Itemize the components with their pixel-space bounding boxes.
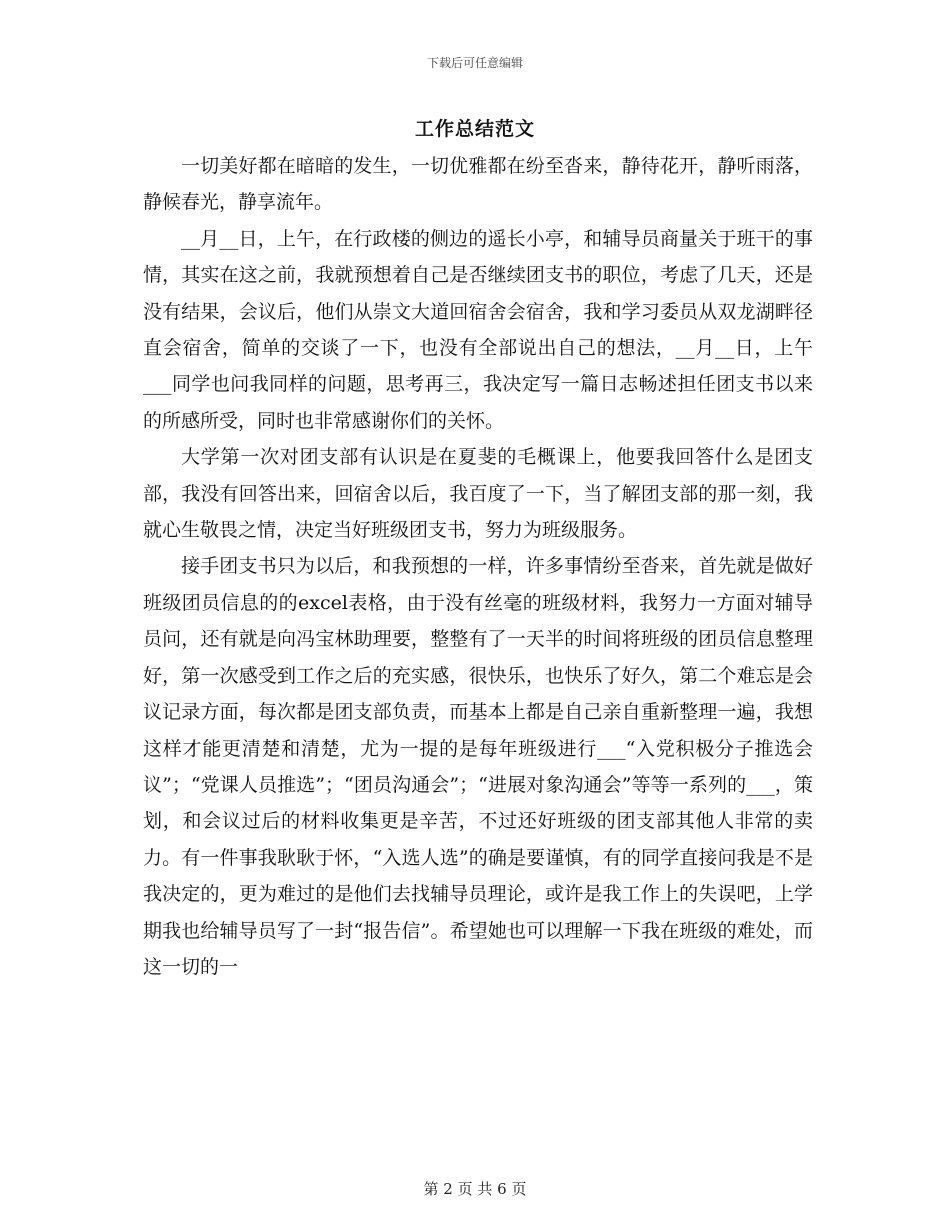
paragraph: __月__日，上午，在行政楼的侧边的遥长小亭，和辅导员商量关于班干的事情，其实在这之前，我就预想着自己是否继续团支书的职位，考虑了几天，还是没有结果，会议后，他们从崇文大道回宿舍会宿舍，我和学习委员从双龙湖畔径直会宿舍，简单的交谈了一下，也没有全部说出自己的想法，__月__日，上午___同学也问我同样的问题，思考再三，我决定写一篇日志畅述担任团支书以来的所感所受，同时也非常感谢你们的关怀。 [143,227,813,432]
paragraph: 接手团支书只为以后，和我预想的一样，许多事情纷至沓来，首先就是做好班级团员信息的的excel表格，由于没有丝毫的班级材料，我努力一方面对辅导员问，还有就是向冯宝林助理要，整整有了一天半的时间将班级的团员信息整理好，第一次感受到工作之后的充实感，很快乐，也快乐了好久，第二个难忘是会议记录方面，每次都是团支部负责，而基本上都是自己亲自重新整理一遍，我想这样才能更清楚和清楚，尤为一提的是每年班级进行___“入党积极分子推选会议”；“党课人员推选”；“团员沟通会”；“进展对象沟通会”等等一系列的___，策划，和会议过后的材料收集更是辛苦，不过还好班级的团支部其他人非常的卖力。有一件事我耿耿于怀，“入选人选”的确是要谨慎，有的同学直接问我是不是我决定的，更为难过的是他们去找辅导员理论，或许是我工作上的失误吧，上学期我也给辅导员写了一封“报告信”。希望她也可以理解一下我在班级的难处，而这一切的一 [143,555,813,978]
paragraph: 一切美好都在暗暗的发生，一切优雅都在纷至沓来，静待花开，静听雨落，静候春光，静享流年。 [143,155,813,214]
document-body [143,148,813,985]
page-header-note: 下载后可任意编辑 [426,56,523,70]
page-number-footer: 第 2 页 共 6 页 [423,1180,527,1198]
paragraph: 大学第一次对团支部有认识是在夏斐的毛概课上，他要我回答什么是团支部，我没有回答出来，回宿舍以后，我百度了一下，当了解团支部的那一刻，我就心生敬畏之情，决定当好班级团支书，努力为班级服务。 [143,446,813,542]
document-title: 工作总结范文 [414,118,535,140]
